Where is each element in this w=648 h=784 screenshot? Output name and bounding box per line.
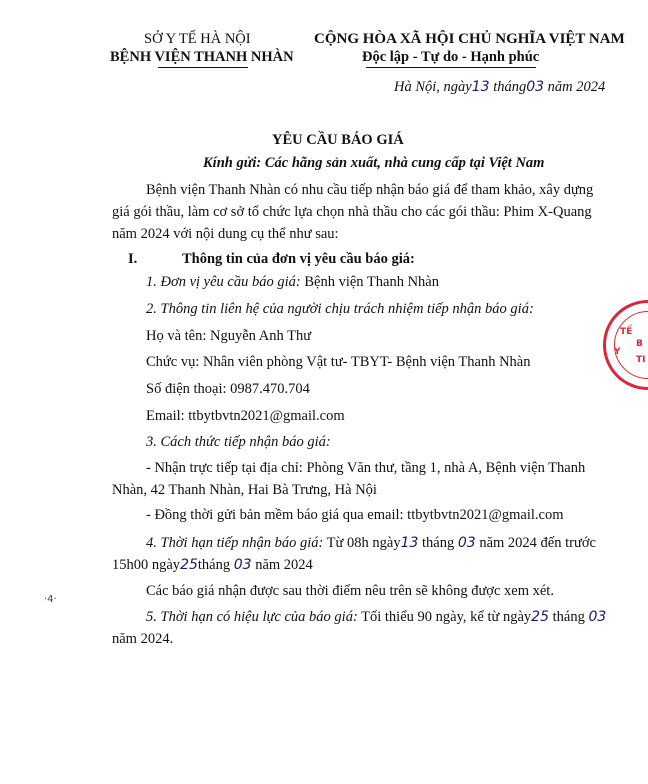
hospital-underline	[158, 67, 248, 68]
item-4-text-b: tháng	[418, 535, 458, 551]
motto-underline	[366, 67, 536, 68]
margin-mark: ·4·	[44, 594, 57, 605]
contact-name: Họ và tên: Nguyễn Anh Thư	[146, 328, 312, 344]
stamp-letter-4: TI	[636, 355, 646, 365]
item-4-day-b: 25	[180, 557, 198, 573]
hospital-name: BỆNH VIỆN THANH NHÀN	[110, 49, 294, 65]
item-4-month-a: 03	[457, 535, 476, 551]
intro-line-3: năm 2024 với nội dung cụ thể như sau:	[112, 226, 339, 242]
date-month-label: tháng	[493, 79, 527, 95]
item-1-label: 1. Đơn vị yêu cầu báo giá:	[146, 274, 301, 290]
item-4-text-c: năm 2024 đến trước	[475, 535, 596, 551]
intro-line-2: giá gói thầu, làm cơ sở tổ chức lựa chọn nhà thầu cho các gói thầu: Phim X-Quang	[112, 204, 592, 220]
item-3-label: 3. Cách thức tiếp nhận báo giá:	[146, 434, 331, 450]
date-month: 03	[526, 79, 545, 95]
item-5-line-1	[146, 608, 606, 626]
item-5-label: 5. Thời hạn có hiệu lực của báo giá:	[146, 609, 358, 625]
item-4-text-e: tháng	[197, 557, 234, 573]
stamp-letter-2: TẾ	[620, 327, 633, 337]
stamp-letter-3: B	[636, 339, 643, 349]
receive-email: - Đồng thời gửi bản mềm báo giá qua email: ttbytbvtn2021@gmail.com	[146, 507, 564, 523]
item-4-line-1	[146, 534, 596, 552]
item-4-month-b: 03	[233, 557, 252, 573]
item-5-month: 03	[588, 609, 607, 625]
date-prefix: Hà Nội, ngày	[394, 79, 472, 95]
contact-position: Chức vụ: Nhân viên phòng Vật tư- TBYT- Bệnh viện Thanh Nhàn	[146, 354, 531, 370]
section-1-heading: Thông tin của đơn vị yêu cầu báo giá:	[182, 251, 415, 267]
receive-direct-line-2: Nhàn, 42 Thanh Nhàn, Hai Bà Trưng, Hà Nội	[112, 482, 377, 498]
stamp-letter-1: Y	[614, 347, 621, 357]
item-4-text-d: 15h00 ngày	[112, 557, 181, 573]
item-1	[146, 273, 439, 291]
item-4-line-2	[112, 556, 313, 574]
document-date	[394, 78, 605, 96]
official-stamp	[603, 300, 648, 390]
item-5-day: 25	[531, 609, 549, 625]
date-day: 13	[471, 79, 490, 95]
date-year: năm 2024	[547, 79, 606, 95]
item-1-value: Bệnh viện Thanh Nhàn	[300, 274, 439, 290]
republic-title: CỘNG HÒA XÃ HỘI CHỦ NGHĨA VIỆT NAM	[314, 31, 625, 47]
item-5-text-b: tháng	[548, 609, 589, 625]
page-title: YÊU CẦU BÁO GIÁ	[272, 132, 404, 148]
item-4-text-f: năm 2024	[251, 557, 313, 573]
intro-line-1: Bệnh viện Thanh Nhàn có nhu cầu tiếp nhận báo giá để tham khảo, xây dựng	[146, 182, 594, 198]
motto: Độc lập - Tự do - Hạnh phúc	[362, 49, 540, 65]
ministry-name: SỞ Y TẾ HÀ NỘI	[144, 31, 251, 47]
receive-direct-line-1: - Nhận trực tiếp tại địa chỉ: Phòng Văn thư, tầng 1, nhà A, Bệnh viện Thanh	[146, 460, 586, 476]
item-5-line-2: năm 2024.	[112, 631, 174, 647]
item-4-label: 4. Thời hạn tiếp nhận báo giá:	[146, 535, 324, 551]
section-1-number: I.	[128, 251, 138, 267]
item-4-day-a: 13	[400, 535, 419, 551]
recipient: Kính gửi: Các hãng sản xuất, nhà cung cấp tại Việt Nam	[203, 155, 545, 171]
item-4-text-a: Từ 08h ngày	[323, 535, 401, 551]
contact-email: Email: ttbytbvtn2021@gmail.com	[146, 408, 345, 424]
item-2-label: 2. Thông tin liên hệ của người chịu trách nhiệm tiếp nhận báo giá:	[146, 301, 534, 317]
contact-phone: Số điện thoại: 0987.470.704	[146, 381, 310, 397]
late-submission-note: Các báo giá nhận được sau thời điểm nêu trên sẽ không được xem xét.	[146, 583, 554, 599]
item-5-text-a: Tối thiểu 90 ngày, kể từ ngày	[357, 609, 532, 625]
